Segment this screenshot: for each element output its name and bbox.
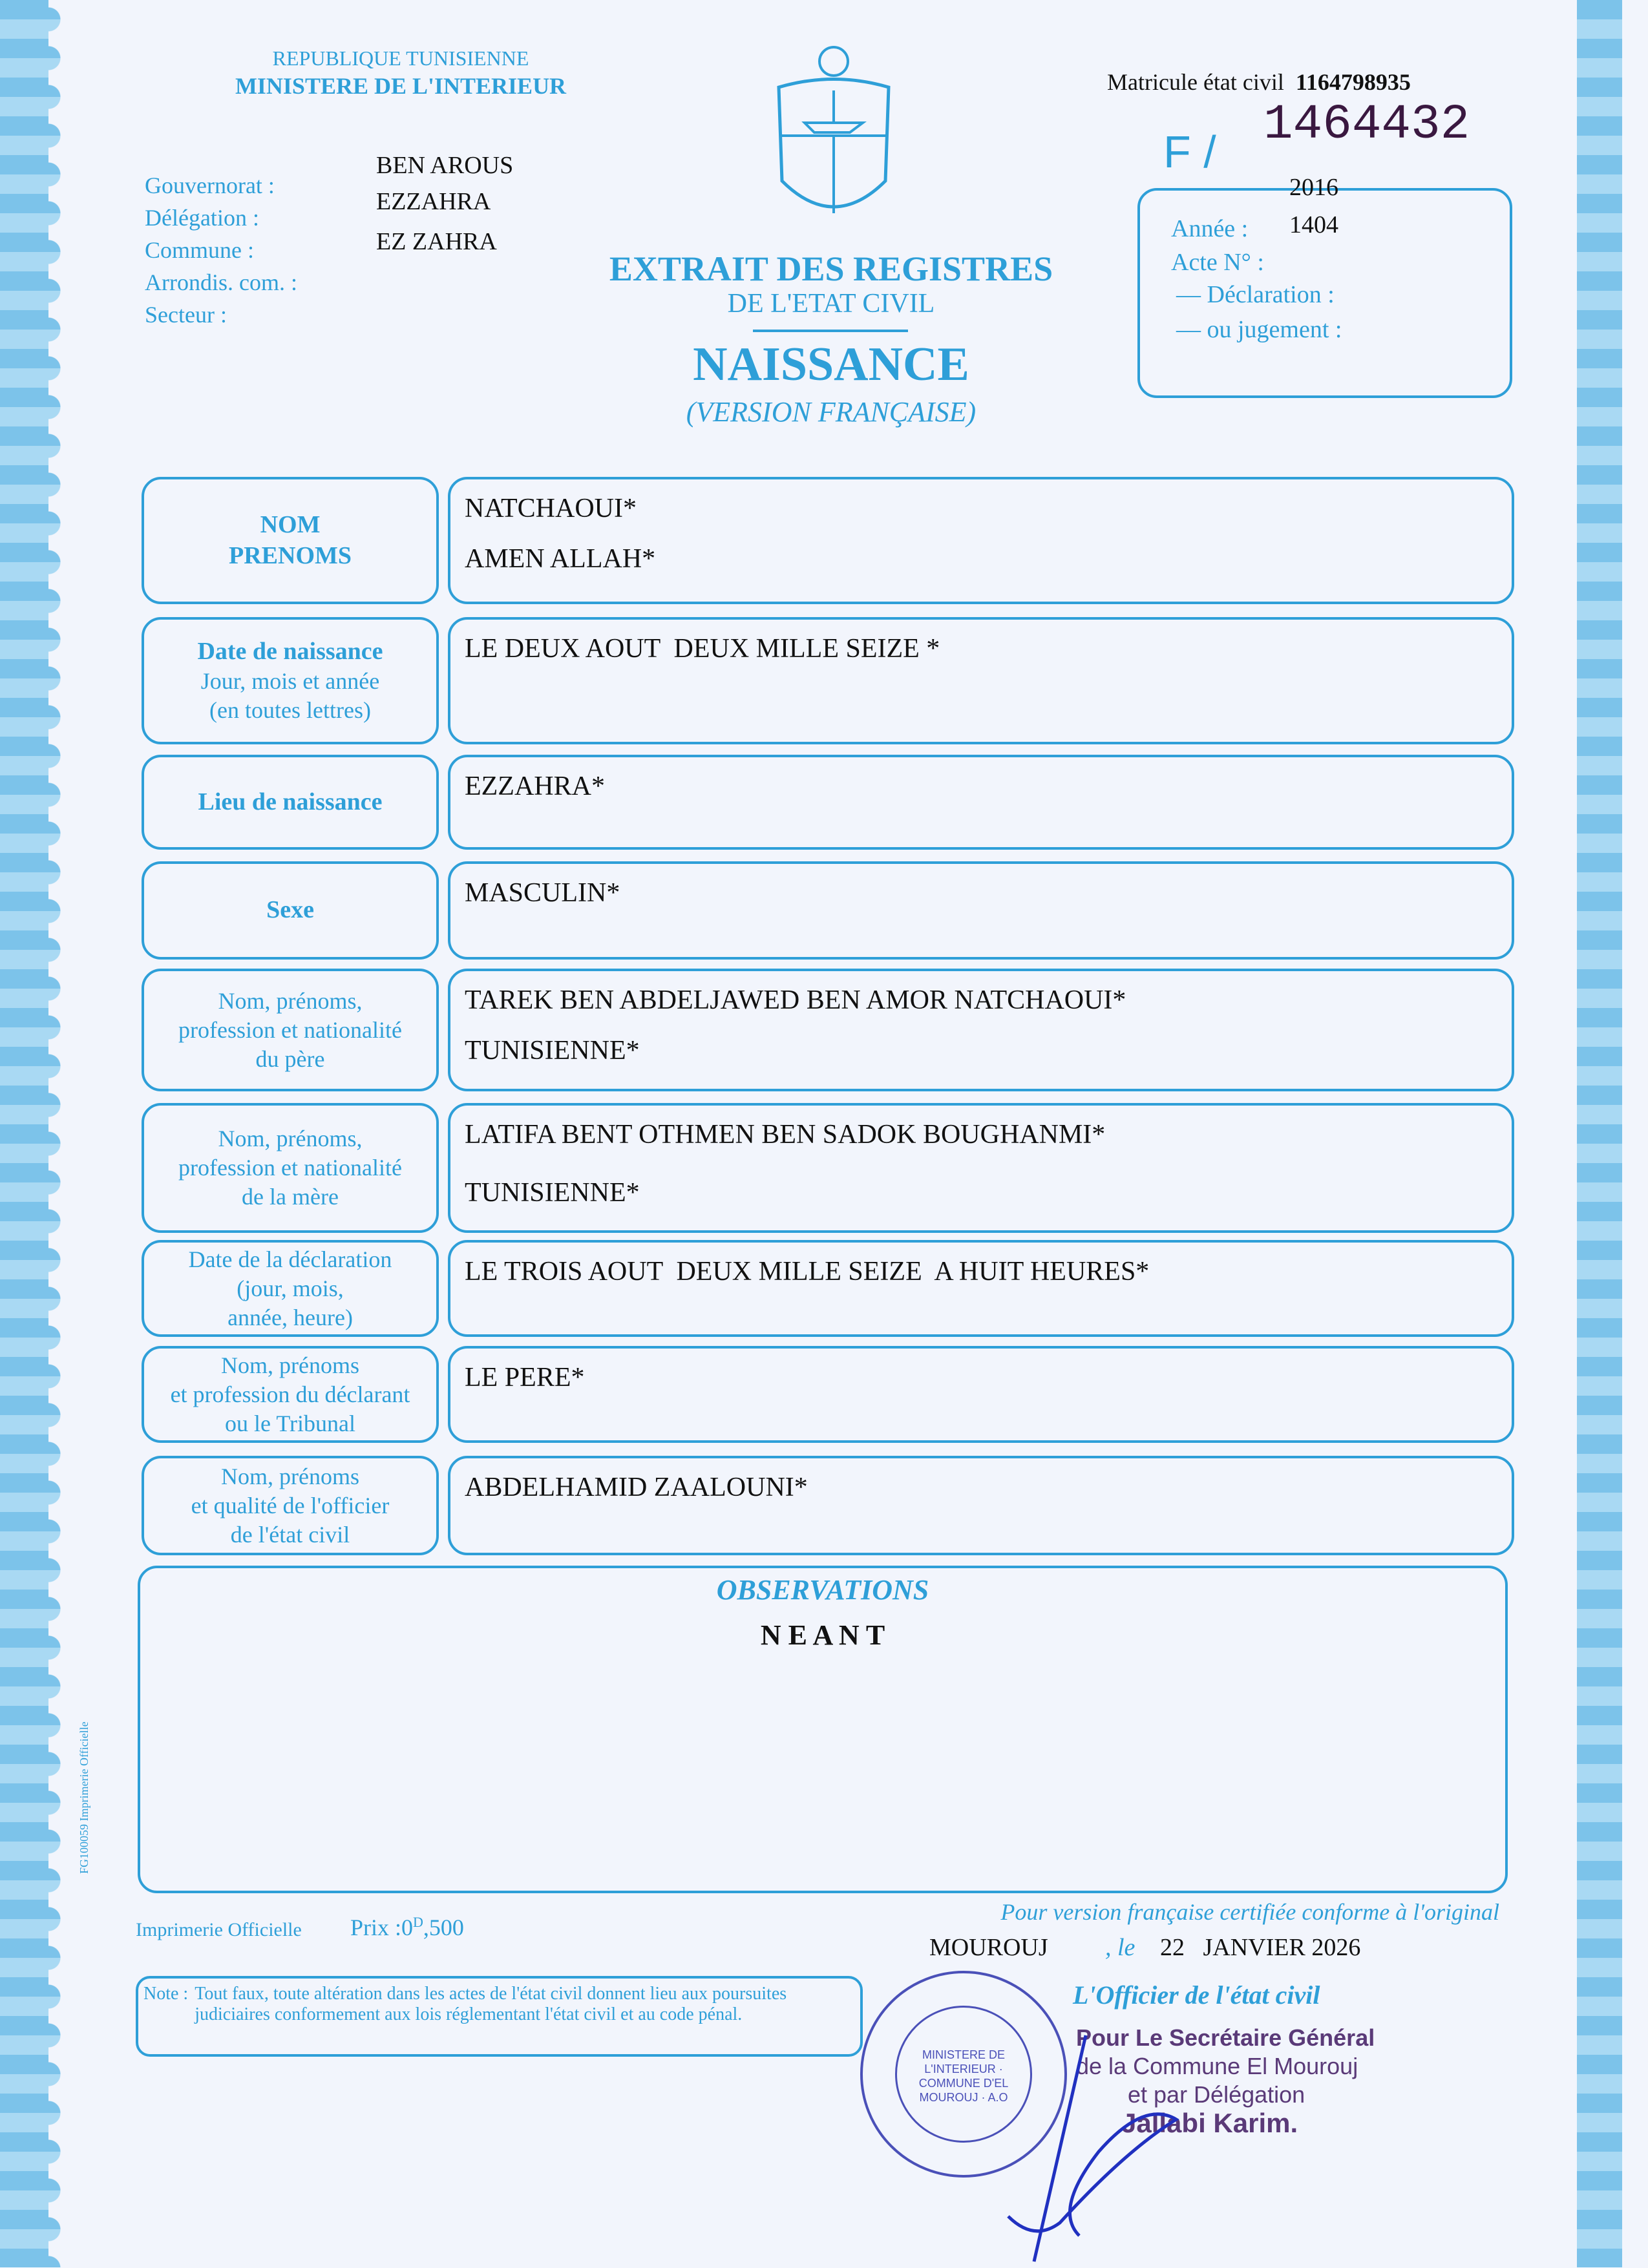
label-line: profession et nationalité: [178, 1155, 402, 1181]
row-value-officer: [448, 1456, 1514, 1555]
seal-line: Jallabi Karim.: [1121, 2108, 1298, 2138]
observations-box: [138, 1566, 1508, 1893]
place: MOUROUJ: [929, 1934, 1048, 1961]
seal-line: Pour Le Secrétaire Général: [1076, 2024, 1375, 2051]
row-label-birth-place: [142, 755, 439, 850]
row-value-declarant: [448, 1346, 1514, 1443]
jugement-label: — ou jugement :: [1176, 316, 1342, 343]
value-line: AMEN ALLAH*: [465, 544, 656, 574]
label-line: PRENOMS: [229, 541, 352, 569]
label-line: Sexe: [266, 896, 314, 924]
note-text: Tout faux, toute altération dans les actes de l'état civil donnent lieu aux poursuites judiciaires conformement aux lois réglementant l'état civil et au code pénal.: [195, 1984, 787, 2024]
annee-label: Année :: [1171, 215, 1249, 242]
title-divider: [753, 330, 908, 332]
value-line: TUNISIENNE*: [465, 1178, 640, 1208]
document-title: EXTRAIT DES REGISTRES: [609, 249, 1053, 288]
value-line: LE DEUX AOUT DEUX MILLE SEIZE *: [465, 634, 940, 664]
printer-label: Imprimerie Officielle: [136, 1919, 302, 1940]
acte-year-value: 2016: [1289, 174, 1338, 201]
value-line: LATIFA BENT OTHMEN BEN SADOK BOUGHANMI*: [465, 1120, 1106, 1150]
delegation-label: Délégation :: [145, 205, 259, 231]
row-label-name: [142, 477, 439, 604]
note-label: Note :: [143, 1984, 189, 2004]
handwritten-signature: [995, 2022, 1189, 2268]
secteur-label: Secteur :: [145, 302, 227, 328]
value-line: LE TROIS AOUT DEUX MILLE SEIZE A HUIT HEURES*: [465, 1257, 1150, 1286]
row-value-mother: [448, 1103, 1514, 1233]
row-value-birth-date: [448, 617, 1514, 744]
ministry-heading: MINISTERE DE L'INTERIEUR: [235, 73, 567, 99]
issue-date: 22 JANVIER 2026: [1160, 1934, 1361, 1961]
seal-line: de la Commune El Mourouj: [1076, 2053, 1358, 2079]
label-line: Date de naissance: [197, 637, 383, 665]
row-value-sex: [448, 861, 1514, 960]
gouvernorat-value: BEN AROUS: [376, 152, 514, 179]
row-label-father: [142, 969, 439, 1091]
row-label-birth-date: [142, 617, 439, 744]
matricule: [1107, 68, 1411, 96]
observations-label: OBSERVATIONS: [716, 1574, 929, 1606]
certified-text: Pour version française certifiée conforme à l'original: [1000, 1899, 1499, 1925]
price-label: Prix :0: [350, 1915, 414, 1940]
label-line: (jour, mois,: [237, 1275, 344, 1301]
gouvernorat-label: Gouvernorat :: [145, 173, 275, 198]
annee-value: 1404: [1289, 211, 1338, 238]
republic-heading: REPUBLIQUE TUNISIENNE: [272, 47, 529, 70]
left-guilloche-border: [0, 0, 61, 2267]
label-line: année, heure): [227, 1304, 353, 1330]
row-label-officer: [142, 1456, 439, 1555]
row-label-declaration-date: [142, 1240, 439, 1337]
acte-number-label: Acte N° :: [1171, 249, 1264, 276]
version-label: (VERSION FRANÇAISE): [686, 396, 977, 428]
row-value-father: [448, 969, 1514, 1091]
le-label: , le: [1105, 1934, 1136, 1961]
label-line: (en toutes lettres): [209, 697, 371, 724]
value-line: LE PERE*: [465, 1363, 585, 1392]
row-label-sex: [142, 861, 439, 960]
value-line: EZZAHRA*: [465, 772, 605, 801]
value-line: NATCHAOUI*: [465, 494, 637, 523]
delegation-value: EZZAHRA: [376, 188, 491, 215]
row-label-mother: [142, 1103, 439, 1233]
label-line: Nom, prénoms,: [218, 1126, 363, 1151]
register-prefix: F /: [1163, 127, 1216, 177]
label-line: Jour, mois et année: [200, 668, 380, 695]
commune-value: EZ ZAHRA: [376, 228, 497, 255]
row-value-name: [448, 477, 1514, 604]
tunisian-coat-of-arms-icon: [772, 39, 895, 233]
location-labels: [145, 169, 297, 331]
value-line: TAREK BEN ABDELJAWED BEN AMOR NATCHAOUI*: [465, 985, 1126, 1015]
price-value: ,500: [423, 1915, 464, 1940]
matricule-value: 1164798935: [1295, 69, 1411, 95]
seal-line: et par Délégation: [1128, 2081, 1305, 2108]
price-currency: D: [413, 1914, 423, 1930]
officer-title: L'Officier de l'état civil: [1073, 1980, 1320, 2010]
matricule-label: Matricule état civil: [1107, 69, 1284, 95]
right-guilloche-border: [1577, 0, 1622, 2267]
round-stamp-text: MINISTERE DE L'INTERIEUR · COMMUNE D'EL MOUROUJ · A.O: [918, 2048, 1009, 2104]
value-line: MASCULIN*: [465, 878, 620, 908]
document-subtitle: DE L'ETAT CIVIL: [727, 289, 935, 319]
label-line: Nom, prénoms: [221, 1463, 359, 1489]
location-values: [376, 147, 513, 260]
row-label-declarant: [142, 1346, 439, 1443]
register-number-stamp: 1464432: [1263, 97, 1470, 152]
commune-label: Commune :: [145, 237, 254, 263]
value-line: TUNISIENNE*: [465, 1036, 640, 1066]
label-line: Lieu de naissance: [198, 788, 383, 815]
row-value-declaration-date: [448, 1240, 1514, 1337]
declaration-label: — Déclaration :: [1176, 281, 1335, 308]
act-type-heading: NAISSANCE: [693, 338, 969, 391]
row-value-birth-place: [448, 755, 1514, 850]
label-line: Date de la déclaration: [188, 1246, 392, 1272]
label-line: profession et nationalité: [178, 1016, 402, 1043]
label-line: du père: [255, 1045, 325, 1072]
label-line: de la mère: [242, 1184, 339, 1210]
value-line: ABDELHAMID ZAALOUNI*: [465, 1473, 808, 1502]
label-line: et profession du déclarant: [170, 1381, 410, 1407]
arrondissement-label: Arrondis. com. :: [145, 269, 297, 295]
observations-value: N E A N T: [760, 1619, 885, 1651]
label-line: et qualité de l'officier: [191, 1492, 390, 1518]
legal-note: [143, 1984, 854, 2025]
label-line: NOM: [260, 511, 321, 538]
label-line: ou le Tribunal: [224, 1410, 356, 1436]
label-line: Nom, prénoms: [221, 1352, 359, 1378]
form-code: FG100059 Imprimerie Officielle: [78, 1721, 90, 1874]
label-line: Nom, prénoms,: [218, 987, 363, 1014]
price: [350, 1914, 464, 1941]
label-line: de l'état civil: [230, 1521, 350, 1548]
